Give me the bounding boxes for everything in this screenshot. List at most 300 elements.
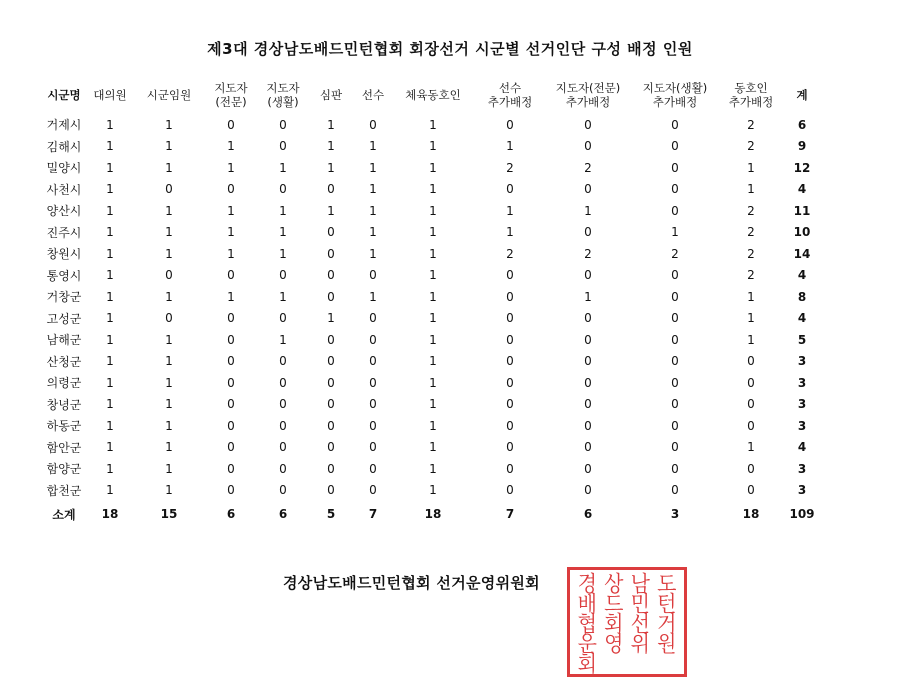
seal-glyph: 드: [604, 590, 624, 618]
region-name: 산청군: [46, 354, 82, 369]
table-cell: 1: [429, 203, 437, 218]
table-cell: 0: [165, 311, 173, 326]
table-cell: 0: [279, 461, 287, 476]
column-header-line1: 선수: [361, 88, 385, 102]
column-header: [204, 76, 258, 114]
table-cell: 1: [429, 246, 437, 261]
table-cell: 2: [506, 246, 514, 261]
table-cell: 0: [227, 440, 235, 455]
table-cell: 1: [106, 418, 114, 433]
table-cell: 1: [227, 139, 235, 154]
table-cell: 0: [506, 418, 514, 433]
table-cell: 0: [279, 397, 287, 412]
table-cell: 0: [506, 311, 514, 326]
subtotal-label: 소계: [52, 507, 76, 522]
table-cell: 0: [327, 289, 335, 304]
region-name: 남해군: [46, 333, 82, 348]
table-cell: 0: [506, 182, 514, 197]
table-row: [42, 265, 822, 287]
table-cell: 1: [369, 225, 377, 240]
row-total: 11: [793, 203, 811, 218]
column-header: [354, 76, 392, 114]
allocation-table: [42, 76, 822, 527]
table-cell: 0: [279, 483, 287, 498]
official-seal: [567, 567, 687, 677]
column-header: [546, 76, 630, 114]
table-cell: 0: [584, 461, 592, 476]
table-cell: 0: [227, 182, 235, 197]
table-cell: 0: [747, 418, 755, 433]
table-cell: 1: [165, 440, 173, 455]
table-cell: 2: [747, 268, 755, 283]
table-cell: 0: [327, 225, 335, 240]
row-total: 6: [797, 117, 807, 132]
table-cell: 0: [279, 440, 287, 455]
table-cell: 1: [227, 160, 235, 175]
table-cell: 0: [584, 268, 592, 283]
row-total: 9: [797, 139, 807, 154]
table-cell: 1: [369, 289, 377, 304]
column-header-line1: 선수: [498, 81, 522, 95]
table-cell: 0: [227, 354, 235, 369]
table-cell: 0: [584, 139, 592, 154]
table-row: [42, 480, 822, 502]
row-total: 3: [797, 375, 807, 390]
region-name: 양산시: [46, 204, 82, 219]
table-cell: 18: [742, 507, 760, 521]
table-cell: 1: [106, 354, 114, 369]
table-cell: 1: [429, 375, 437, 390]
table-cell: 0: [227, 483, 235, 498]
table-cell: 0: [369, 483, 377, 498]
organization-footer: 경상남도배드민턴협회 선거운영위원회: [283, 574, 540, 592]
table-cell: 0: [671, 268, 679, 283]
table-cell: 1: [106, 483, 114, 498]
column-header-line1: 지도자(전문): [555, 81, 621, 95]
table-cell: 0: [327, 182, 335, 197]
table-cell: 1: [506, 139, 514, 154]
table-cell: 1: [369, 160, 377, 175]
table-cell: 0: [327, 246, 335, 261]
table-cell: 2: [671, 246, 679, 261]
table-row: [42, 308, 822, 330]
seal-glyph: 남: [630, 570, 650, 598]
seal-glyph: 배: [577, 590, 597, 618]
table-cell: 0: [327, 354, 335, 369]
table-cell: 0: [227, 311, 235, 326]
table-cell: 2: [747, 246, 755, 261]
table-row: [42, 243, 822, 265]
table-cell: 0: [279, 268, 287, 283]
table-cell: 1: [165, 397, 173, 412]
table-cell: 5: [326, 507, 336, 521]
table-cell: 1: [106, 246, 114, 261]
table-cell: 1: [429, 332, 437, 347]
table-cell: 0: [369, 311, 377, 326]
table-cell: 0: [327, 397, 335, 412]
table-cell: 0: [227, 461, 235, 476]
table-cell: 1: [106, 397, 114, 412]
table-cell: 1: [506, 203, 514, 218]
table-cell: 0: [327, 483, 335, 498]
table-cell: 1: [106, 461, 114, 476]
table-cell: 0: [279, 117, 287, 132]
row-total: 4: [797, 311, 807, 326]
table-cell: 0: [671, 461, 679, 476]
table-row: [42, 179, 822, 201]
table-cell: 0: [369, 332, 377, 347]
column-header-line1: 동호인: [734, 81, 768, 95]
table-cell: 1: [279, 246, 287, 261]
table-cell: 1: [106, 203, 114, 218]
table-cell: 1: [747, 332, 755, 347]
table-cell: 1: [369, 246, 377, 261]
column-header-line1: 심판: [319, 88, 343, 102]
region-name: 통영시: [46, 268, 82, 283]
column-header: [720, 76, 782, 114]
table-cell: 0: [227, 397, 235, 412]
table-cell: 0: [369, 418, 377, 433]
seal-glyph: 원: [657, 630, 677, 658]
table-cell: 0: [165, 182, 173, 197]
table-cell: 0: [369, 461, 377, 476]
row-total: 8: [797, 289, 807, 304]
table-cell: 1: [747, 182, 755, 197]
table-body: [42, 114, 822, 527]
table-cell: 0: [584, 397, 592, 412]
table-cell: 0: [327, 440, 335, 455]
table-row: [42, 351, 822, 373]
document-title: 제3대 경상남도배드민턴협회 회장선거 시군별 선거인단 구성 배정 인원: [207, 40, 693, 58]
table-cell: 1: [429, 311, 437, 326]
column-header-line1: 지도자(생활): [642, 81, 708, 95]
table-cell: 15: [160, 507, 178, 521]
column-header-line1: 대의원: [93, 88, 127, 102]
table-cell: 0: [506, 375, 514, 390]
column-header: [782, 76, 822, 114]
table-cell: 0: [747, 375, 755, 390]
table-cell: 1: [747, 311, 755, 326]
column-header: [392, 76, 474, 114]
table-cell: 7: [505, 507, 515, 521]
row-total: 3: [797, 461, 807, 476]
table-cell: 1: [279, 332, 287, 347]
table-cell: 0: [369, 354, 377, 369]
table-cell: 0: [369, 117, 377, 132]
table-cell: 1: [429, 289, 437, 304]
table-cell: 7: [368, 507, 378, 521]
region-name: 고성군: [46, 311, 82, 326]
table-cell: 1: [106, 289, 114, 304]
table-cell: 0: [506, 483, 514, 498]
seal-glyph: 협: [577, 610, 597, 638]
column-header-line1: 시군명: [47, 88, 81, 102]
table-cell: 1: [429, 354, 437, 369]
row-total: 3: [797, 354, 807, 369]
table-row: [42, 394, 822, 416]
table-cell: 0: [671, 139, 679, 154]
row-total: 4: [797, 440, 807, 455]
column-header-line1: 체육동호인: [405, 88, 461, 102]
row-total: 12: [793, 160, 811, 175]
column-header-line2: 추가배정: [565, 95, 611, 109]
table-cell: 0: [327, 418, 335, 433]
table-row: [42, 136, 822, 158]
seal-glyph: 상: [604, 570, 624, 598]
table-cell: 2: [584, 160, 592, 175]
table-cell: 0: [227, 268, 235, 283]
table-cell: 1: [429, 182, 437, 197]
region-name: 거제시: [46, 118, 82, 133]
table-cell: 0: [279, 418, 287, 433]
row-total: 3: [797, 418, 807, 433]
seal-glyph: 경: [577, 570, 597, 598]
table-cell: 6: [226, 507, 236, 521]
table-cell: 1: [584, 289, 592, 304]
table-cell: 1: [106, 311, 114, 326]
region-name: 하동군: [46, 419, 82, 434]
table-cell: 1: [279, 203, 287, 218]
table-row: [42, 415, 822, 437]
table-cell: 18: [101, 507, 119, 521]
column-header-line2: (생활): [267, 95, 299, 109]
table-cell: 0: [227, 332, 235, 347]
table-cell: 1: [279, 160, 287, 175]
table-cell: 1: [227, 225, 235, 240]
column-header-line2: 추가배정: [728, 95, 774, 109]
table-cell: 1: [165, 160, 173, 175]
table-cell: 1: [429, 440, 437, 455]
table-cell: 2: [747, 203, 755, 218]
table-cell: 1: [279, 225, 287, 240]
table-cell: 0: [369, 440, 377, 455]
row-total: 109: [789, 507, 815, 521]
table-cell: 0: [584, 182, 592, 197]
table-cell: 1: [106, 332, 114, 347]
column-header-line1: 지도자: [214, 81, 248, 95]
table-cell: 1: [279, 289, 287, 304]
region-name: 함안군: [46, 440, 82, 455]
table-cell: 1: [327, 311, 335, 326]
region-name: 거창군: [46, 290, 82, 305]
seal-glyph: 민: [630, 590, 650, 618]
table-cell: 0: [671, 182, 679, 197]
table-cell: 0: [506, 461, 514, 476]
seal-glyph: 위: [630, 630, 650, 658]
table-cell: 1: [165, 117, 173, 132]
table-row: [42, 222, 822, 244]
region-name: 창녕군: [46, 397, 82, 412]
table-cell: 1: [106, 268, 114, 283]
table-cell: 1: [429, 418, 437, 433]
table-cell: 0: [327, 268, 335, 283]
row-total: 14: [793, 246, 811, 261]
table-cell: 0: [279, 354, 287, 369]
region-name: 진주시: [46, 225, 82, 240]
column-header: [86, 76, 134, 114]
table-cell: 0: [671, 332, 679, 347]
column-header: [630, 76, 720, 114]
table-cell: 1: [106, 160, 114, 175]
table-cell: 1: [429, 397, 437, 412]
table-cell: 0: [584, 332, 592, 347]
column-header-line2: 추가배정: [652, 95, 698, 109]
table-cell: 1: [106, 440, 114, 455]
seal-glyph: 선: [630, 610, 650, 638]
table-cell: 0: [584, 311, 592, 326]
seal-glyph: 회: [577, 650, 597, 678]
column-header: [308, 76, 354, 114]
table-cell: 0: [671, 354, 679, 369]
table-cell: 1: [106, 117, 114, 132]
row-total: 5: [797, 332, 807, 347]
table-cell: 1: [165, 418, 173, 433]
table-cell: 2: [747, 139, 755, 154]
table-cell: 1: [747, 160, 755, 175]
region-name: 사천시: [46, 182, 82, 197]
seal-glyph: 거: [657, 610, 677, 638]
table-cell: 0: [671, 418, 679, 433]
table-cell: 0: [747, 461, 755, 476]
table-cell: 0: [747, 397, 755, 412]
table-cell: 1: [369, 203, 377, 218]
table-cell: 2: [584, 246, 592, 261]
table-cell: 0: [584, 418, 592, 433]
table-cell: 1: [106, 375, 114, 390]
table-cell: 0: [584, 375, 592, 390]
column-header-line1: 계: [796, 88, 808, 102]
row-total: 3: [797, 483, 807, 498]
table-cell: 1: [165, 225, 173, 240]
table-cell: 0: [671, 203, 679, 218]
table-cell: 1: [227, 203, 235, 218]
table-cell: 0: [506, 117, 514, 132]
seal-glyph: 턴: [657, 590, 677, 618]
row-total: 4: [797, 182, 807, 197]
table-cell: 1: [429, 160, 437, 175]
table-cell: 0: [584, 483, 592, 498]
table-row: [42, 157, 822, 179]
table-cell: 1: [227, 246, 235, 261]
table-row: [42, 329, 822, 351]
table-cell: 0: [671, 483, 679, 498]
table-cell: 1: [106, 182, 114, 197]
table-row: [42, 286, 822, 308]
table-cell: 1: [429, 225, 437, 240]
table-cell: 2: [747, 225, 755, 240]
table-cell: 1: [165, 289, 173, 304]
table-cell: 1: [369, 182, 377, 197]
table-cell: 0: [227, 117, 235, 132]
table-cell: 3: [670, 507, 680, 521]
table-cell: 18: [424, 507, 442, 521]
table-cell: 0: [671, 289, 679, 304]
table-cell: 1: [327, 117, 335, 132]
row-total: 3: [797, 397, 807, 412]
region-name: 합천군: [46, 483, 82, 498]
column-header: [474, 76, 546, 114]
subtotal-row: [42, 501, 822, 527]
table-row: [42, 372, 822, 394]
table-row: [42, 200, 822, 222]
region-name: 창원시: [46, 247, 82, 262]
table-cell: 0: [369, 375, 377, 390]
table-cell: 0: [369, 397, 377, 412]
table-cell: 1: [429, 483, 437, 498]
table-cell: 1: [429, 117, 437, 132]
table-cell: 1: [165, 375, 173, 390]
table-cell: 0: [584, 440, 592, 455]
row-total: 10: [793, 225, 811, 240]
table-row: [42, 458, 822, 480]
header-row: [42, 76, 822, 114]
table-cell: 0: [369, 268, 377, 283]
table-cell: 0: [671, 375, 679, 390]
column-header: [258, 76, 308, 114]
table-cell: 1: [165, 354, 173, 369]
table-cell: 1: [165, 246, 173, 261]
table-row: [42, 114, 822, 136]
table-cell: 1: [106, 225, 114, 240]
table-cell: 1: [327, 139, 335, 154]
table-cell: 0: [327, 375, 335, 390]
table-cell: 1: [165, 203, 173, 218]
table-cell: 0: [671, 160, 679, 175]
column-header-line1: 시군임원: [146, 88, 192, 102]
table-cell: 0: [506, 397, 514, 412]
column-header: [42, 76, 86, 114]
table-row: [42, 437, 822, 459]
region-name: 함양군: [46, 462, 82, 477]
table-cell: 0: [671, 397, 679, 412]
region-name: 김해시: [46, 139, 82, 154]
seal-glyph: 운: [577, 630, 597, 658]
table-cell: 0: [506, 268, 514, 283]
table-cell: 0: [227, 375, 235, 390]
table-cell: 6: [278, 507, 288, 521]
table-cell: 1: [369, 139, 377, 154]
table-cell: 0: [506, 440, 514, 455]
table-cell: 1: [165, 332, 173, 347]
table-cell: 0: [584, 354, 592, 369]
table-cell: 0: [165, 268, 173, 283]
table-cell: 0: [506, 332, 514, 347]
table-cell: 1: [165, 461, 173, 476]
table-cell: 6: [583, 507, 593, 521]
table-cell: 0: [671, 117, 679, 132]
table-cell: 1: [584, 203, 592, 218]
table-cell: 1: [429, 461, 437, 476]
table-cell: 1: [747, 440, 755, 455]
table-cell: 0: [506, 289, 514, 304]
seal-glyph: 도: [657, 570, 677, 598]
table-cell: 1: [165, 483, 173, 498]
table-cell: 0: [584, 117, 592, 132]
column-header-line2: (전문): [215, 95, 247, 109]
table-cell: 0: [279, 375, 287, 390]
table-cell: 0: [506, 354, 514, 369]
table-cell: 1: [165, 139, 173, 154]
table-cell: 0: [327, 461, 335, 476]
table-cell: 0: [747, 483, 755, 498]
table-cell: 0: [584, 225, 592, 240]
table-cell: 1: [429, 268, 437, 283]
column-header: [134, 76, 204, 114]
table-cell: 0: [279, 139, 287, 154]
table-cell: 1: [506, 225, 514, 240]
column-header-line1: 지도자: [266, 81, 300, 95]
table-cell: 1: [671, 225, 679, 240]
